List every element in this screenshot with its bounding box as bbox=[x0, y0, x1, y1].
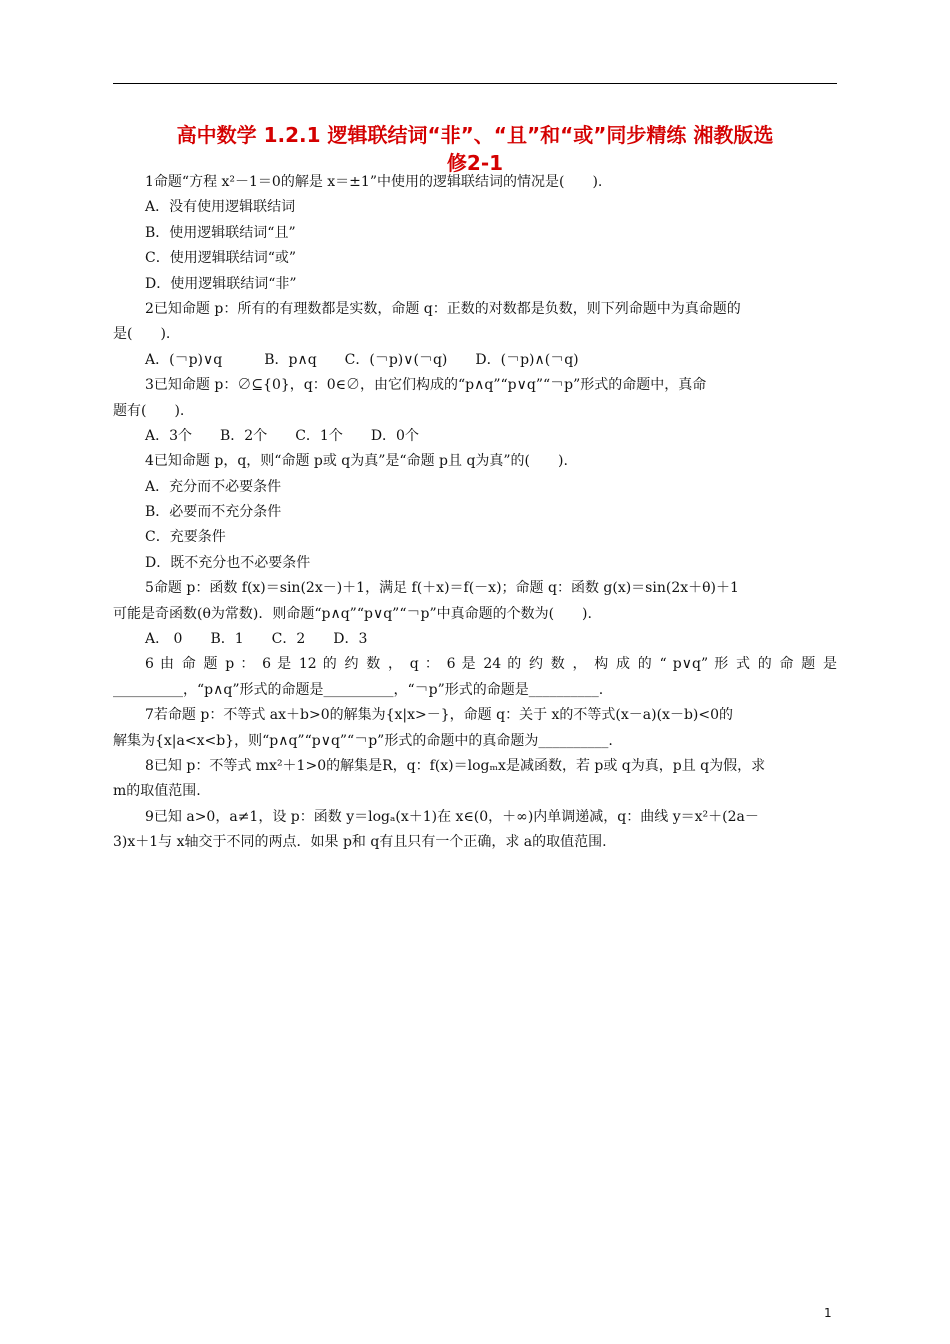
q2-stem-line-1: 2已知命题 p：所有的有理数都是实数，命题 q：正数的对数都是负数，则下列命题中为真命题的 bbox=[145, 300, 741, 317]
q9-stem-line-1: 9已知 a>0，a≠1，设 p：函数 y＝logₐ(x＋1)在 x∈(0，＋∞)内单调递减，q：曲线 y＝x²＋(2a－ bbox=[145, 808, 759, 825]
q1-stem: 1命题“方程 x²－1＝0的解是 x＝±1”中使用的逻辑联结词的情况是( ). bbox=[145, 174, 603, 190]
q4-option-c: C．充要条件 bbox=[145, 529, 226, 546]
document-title bbox=[113, 121, 837, 177]
q1-option-b: B．使用逻辑联结词“且” bbox=[145, 224, 296, 241]
q4-option-a: A．充分而不必要条件 bbox=[145, 478, 282, 495]
q2-options: A．(￢p)∨q B．p∧q C．(￢p)∨(￢q) D．(￢p)∧(￢q) bbox=[145, 351, 579, 368]
q7-stem-line-2: 解集为{x|a<x<b}，则“p∧q”“p∨q”“￢p”形式的命题中的真命题为__________. bbox=[113, 732, 613, 749]
q4-option-b: B．必要而不充分条件 bbox=[145, 504, 282, 521]
q4-stem: 4已知命题 p，q，则“命题 p或 q为真”是“命题 p且 q为真”的( ). bbox=[145, 453, 568, 470]
header-rule bbox=[113, 83, 837, 84]
q5-stem-line-2: 可能是奇函数(θ为常数)．则命题“p∧q”“p∨q”“￢p”中真命题的个数为( ). bbox=[113, 605, 592, 622]
title-line-1: 高中数学 1.2.1 逻辑联结词“非”、“且”和“或”同步精练 湘教版选 bbox=[176, 123, 774, 147]
q5-options: A． 0 B．1 C．2 D．3 bbox=[145, 631, 368, 648]
q2-stem-line-2: 是( ). bbox=[113, 326, 171, 343]
q1-option-c: C．使用逻辑联结词“或” bbox=[145, 250, 297, 267]
q1-option-d: D．使用逻辑联结词“非” bbox=[145, 275, 297, 292]
q7-stem-line-1: 7若命题 p：不等式 ax＋b>0的解集为{x|x>－}，命题 q：关于 x的不等式(x－a)(x－b)<0的 bbox=[145, 707, 734, 724]
q3-options: A．3个 B．2个 C．1个 D．0个 bbox=[145, 427, 419, 444]
title-line-2: 修2-1 bbox=[446, 151, 504, 175]
q4-option-d: D．既不充分也不必要条件 bbox=[145, 554, 311, 571]
q3-stem-line-2: 题有( ). bbox=[113, 402, 185, 419]
q5-stem-line-1: 5命题 p：函数 f(x)＝sin(2x－)＋1，满足 f(＋x)＝f(－x)；命题 q：函数 g(x)＝sin(2x＋θ)＋1 bbox=[145, 580, 739, 597]
q9-stem-line-2: 3)x＋1与 x轴交于不同的两点．如果 p和 q有且只有一个正确，求 a的取值范围. bbox=[113, 834, 607, 851]
q3-stem-line-1: 3已知命题 p：∅⊆{0}，q：0∈∅，由它们构成的“p∧q”“p∨q”“￢p”形式的命题中，真命 bbox=[145, 377, 707, 394]
page-number: 1 bbox=[824, 1306, 832, 1320]
exercise-body bbox=[113, 170, 837, 856]
q8-stem-line-2: m的取值范围. bbox=[113, 783, 201, 800]
q8-stem-line-1: 8已知 p：不等式 mx²＋1>0的解集是R，q：f(x)＝logₘx是减函数，若 p或 q为真，p且 q为假，求 bbox=[145, 757, 766, 774]
q6-stem-line-1: 6 由 命 题 p ： 6 是 12 的 约 数 ， q ： 6 是 24 的 约 数 ， 构 成 的 “ p∨q” 形 式 的 命 题 是 bbox=[145, 656, 837, 673]
q1-option-a: A．没有使用逻辑联结词 bbox=[145, 199, 296, 216]
q6-stem-line-2: __________，“p∧q”形式的命题是__________，“￢p”形式的命题是__________. bbox=[113, 681, 604, 698]
